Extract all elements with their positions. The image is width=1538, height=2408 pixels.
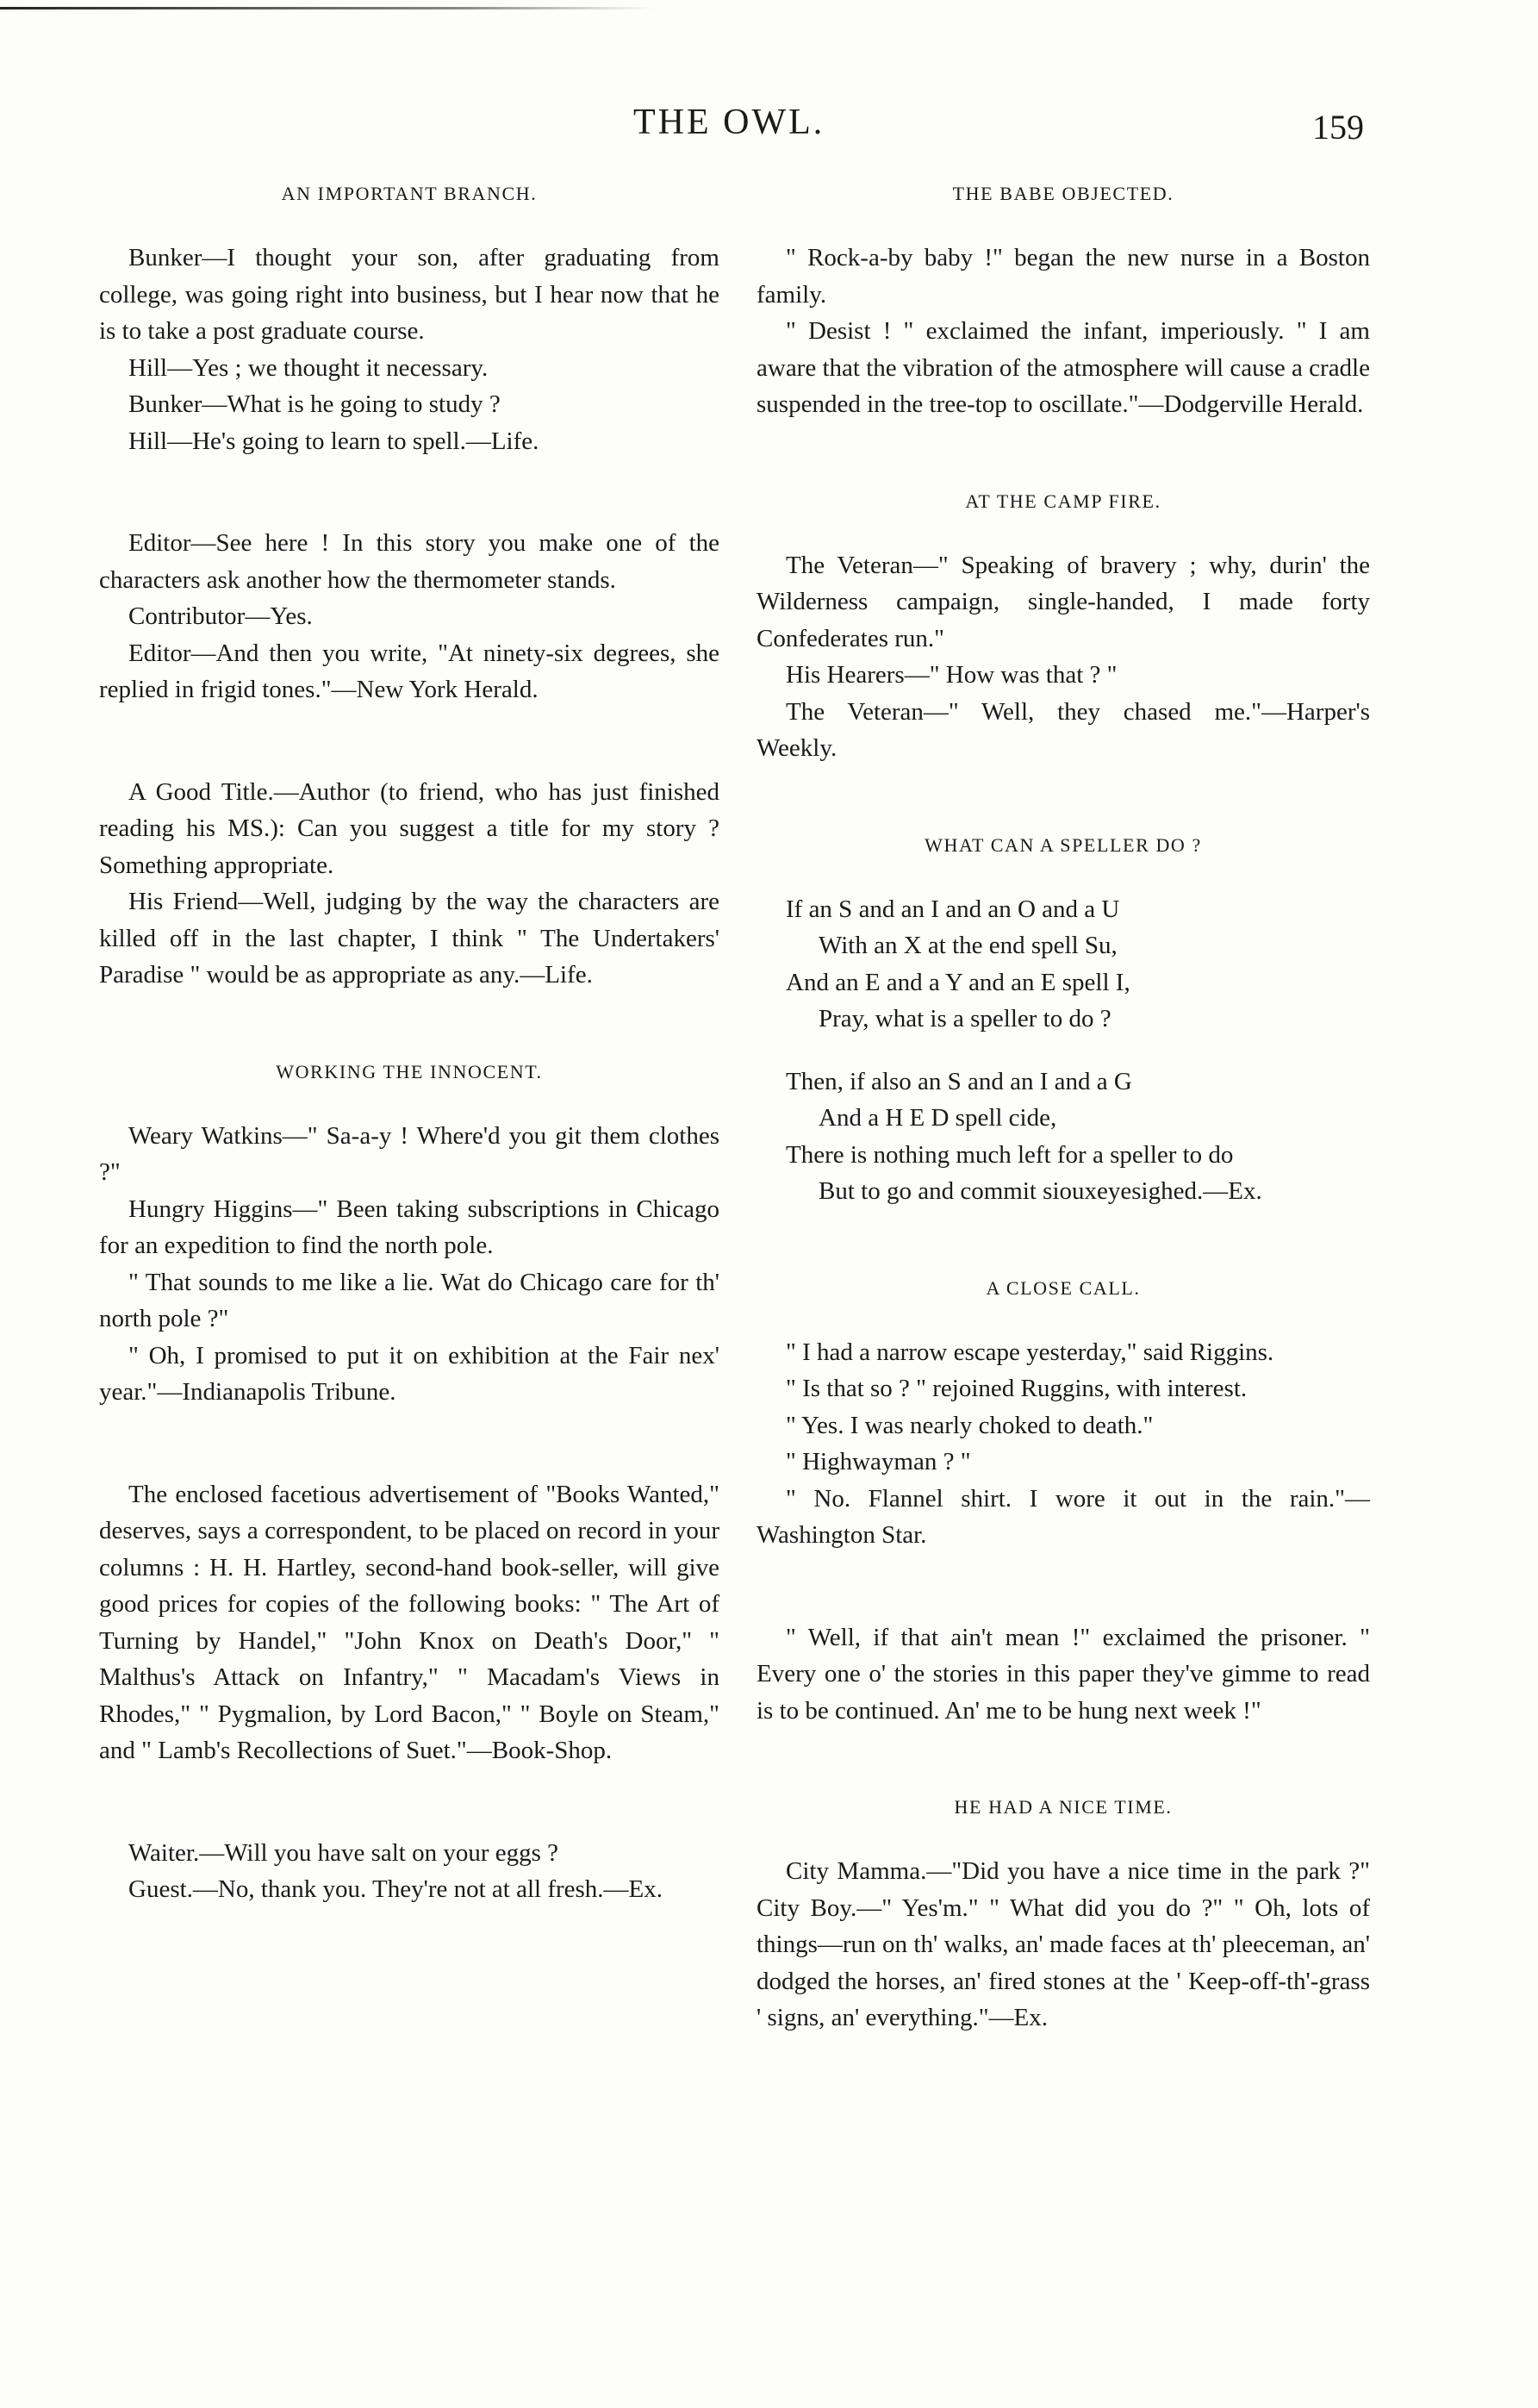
paragraph: Editor—And then you write, "At ninety-six degrees, she replied in frigid tones."—New York Herald. [99,639,719,703]
paragraph: Waiter.—Will you have salt on your eggs ? [128,1838,559,1867]
poem-line: And an E and a Y and an E spell I, [786,968,1130,996]
page-top-rule [0,7,655,9]
paragraph: " Highwayman ? " [786,1448,971,1475]
article-editor [99,525,719,708]
paragraph: His Friend—Well, judging by the way the characters are killed off in the last chapter, I think " The Undertakers' Paradise " would be as appropriate as any.—Life. [99,888,719,989]
poem-line: Then, if also an S and an I and a G [786,1067,1132,1095]
article-close-call [757,1276,1370,1554]
left-column [99,181,719,1974]
paragraph: The enclosed facetious advertisement of "Books Wanted," deserves, says a correspondent, to be placed on record in your columns : H. H. Hartley, second-hand book-seller, will give good prices for copies of the following books: " The Art of Turning by Handel," "John Knox on Death's Door," " Malthus's Attack on Infantry," " Macadam's Views in Rhodes," " Pygmalion, by Lord Bacon," " Boyle on Steam," and " Lamb's Recollections of Suet."—Book-Shop. [99,1480,719,1764]
article-working-innocent [99,1059,719,1411]
paragraph: " Well, if that ain't mean !" exclaimed the prisoner. " Every one o' the stories in this paper they've gimme to read is to be continued. An' me to be hung next week !" [757,1623,1370,1725]
article-heading: WORKING THE INNOCENT. [276,1060,543,1082]
paragraph: Guest.—No, thank you. They're not at all fresh.—Ex. [128,1875,663,1903]
paragraph: " Desist ! " exclaimed the infant, imperiously. " I am aware that the vibration of the atmosphere will cause a cradle suspended in the tree-top to oscillate."—Dodgerville Herald. [757,317,1370,418]
paragraph: " I had a narrow escape yesterday," said Riggins. [786,1338,1274,1366]
paragraph: A Good Title.—Author (to friend, who has just finished reading his MS.): Can you suggest a title for my story ? Something appropriate. [99,777,719,879]
poem-line: There is nothing much left for a speller to do [786,1140,1234,1169]
article-heading: A CLOSE CALL. [986,1276,1141,1299]
article-camp-fire [757,489,1370,767]
article-books-wanted [99,1476,719,1769]
poem-line: If an S and an I and an O and a U [786,895,1120,923]
article-heading: WHAT CAN A SPELLER DO ? [925,833,1202,856]
poem-line: And a H E D spell cide, [819,1104,1057,1132]
article-nice-time [757,1794,1370,2037]
paragraph: Hungry Higgins—" Been taking subscriptions in Chicago for an expedition to find the north pole. [99,1195,719,1259]
paragraph: " Rock-a-by baby !" began the new nurse in a Boston family. [757,244,1370,309]
paragraph: " Yes. I was nearly choked to death." [786,1411,1154,1439]
paragraph: The Veteran—" Speaking of bravery ; why, durin' the Wilderness campaign, single-handed, I made forty Confederates run." [757,551,1370,652]
article-heading: HE HAD A NICE TIME. [954,1796,1173,1818]
page-header [0,102,1538,162]
paragraph: His Hearers—" How was that ? " [786,661,1118,689]
article-prisoner [757,1619,1370,1730]
paragraph: Bunker—What is he going to study ? [128,390,501,418]
paragraph: " No. Flannel shirt. I wore it out in the rain."—Washington Star. [757,1484,1370,1549]
poem-stanza [757,891,1370,1038]
paragraph: Hill—He's going to learn to spell.—Life. [128,427,539,455]
article-babe-objected [757,181,1370,423]
right-column [757,181,1370,2102]
paragraph: " Oh, I promised to put it on exhibition at the Fair nex' year."—Indianapolis Tribune. [99,1341,719,1406]
poem-line: With an X at the end spell Su, [819,932,1118,959]
article-speller-poem [757,833,1370,1210]
paragraph: Hill—Yes ; we thought it necessary. [128,353,489,382]
article-heading: AN IMPORTANT BRANCH. [281,183,538,204]
article-heading: THE BABE OBJECTED. [952,183,1174,204]
paragraph: " Is that so ? " rejoined Ruggins, with interest. [786,1375,1248,1402]
poem-line: Pray, what is a speller to do ? [819,1005,1111,1032]
journal-title: THE OWL. [633,103,825,142]
paragraph: " That sounds to me like a lie. Wat do Chicago care for th' north pole ?" [99,1268,719,1332]
paragraph: Contributor—Yes. [128,602,313,630]
article-waiter [99,1835,719,1908]
paragraph: Weary Watkins—" Sa-a-y ! Where'd you git them clothes ?" [99,1121,719,1186]
paragraph: The Veteran—" Well, they chased me."—Harper's Weekly. [757,697,1370,762]
article-good-title [99,774,719,994]
paragraph: City Mamma.—"Did you have a nice time in the park ?" City Boy.—" Yes'm." " What did you do ?" " Oh, lots of things—run on th' walks, an' made faces at th' pleeceman, an' dodged the horses, an' fired stones at the ' Keep-off-th'-grass ' signs, an' everything."—Ex. [757,1857,1370,2031]
poem-line: But to go and commit siouxeyesighed.—Ex. [819,1177,1262,1205]
paragraph: Editor—See here ! In this story you make one of the characters ask another how the thermometer stands. [99,529,719,594]
poem-stanza [757,1064,1370,1210]
page-number: 159 [1312,108,1364,147]
article-important-branch [99,181,719,459]
paragraph: Bunker—I thought your son, after graduating from college, was going right into business, but I hear now that he is to take a post graduate course. [99,244,719,345]
article-heading: AT THE CAMP FIRE. [965,490,1161,512]
